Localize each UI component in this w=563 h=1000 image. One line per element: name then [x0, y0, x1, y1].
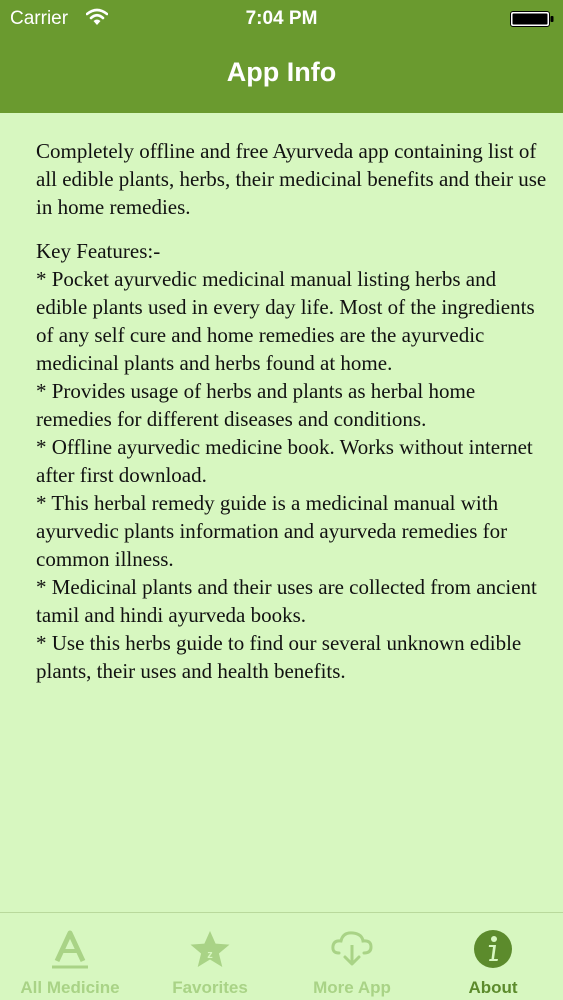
- status-bar: [0, 0, 563, 38]
- tab-bar: [0, 912, 563, 1000]
- features-heading: Key Features:-: [36, 239, 161, 263]
- app-info-content: [36, 137, 548, 685]
- star-icon: [140, 929, 280, 969]
- tab-label: More App: [313, 978, 391, 997]
- battery-icon: [510, 11, 554, 27]
- feature-item: * Offline ayurvedic medicine book. Works without internet after first download.: [36, 435, 533, 487]
- status-time: 7:04 PM: [245, 8, 318, 29]
- tab-all-medicine[interactable]: [0, 913, 140, 1000]
- cloud-download-icon: [282, 929, 422, 969]
- tab-favorites[interactable]: [140, 913, 280, 1000]
- feature-item: * This herbal remedy guide is a medicinal manual with ayurvedic plants information and ayurveda remedies for common illness.: [36, 491, 508, 571]
- feature-item: * Provides usage of herbs and plants as herbal home remedies for different diseases and conditions.: [36, 379, 476, 431]
- letter-a-icon: [0, 929, 140, 969]
- intro-paragraph: Completely offline and free Ayurveda app containing list of all edible plants, herbs, their medicinal benefits and their use in home remedies.: [36, 139, 547, 219]
- tab-more-app[interactable]: [282, 913, 422, 1000]
- feature-item: * Use this herbs guide to find our several unknown edible plants, their uses and health benefits.: [36, 631, 522, 683]
- tab-label: About: [468, 978, 518, 997]
- tab-label: All Medicine: [20, 978, 120, 997]
- feature-item: * Medicinal plants and their uses are collected from ancient tamil and hindi ayurveda books.: [36, 575, 537, 627]
- info-icon: [423, 929, 563, 969]
- tab-label: Favorites: [172, 978, 248, 997]
- carrier-label: Carrier: [10, 8, 69, 29]
- svg-text:z: z: [207, 949, 213, 961]
- navigation-header: [0, 0, 563, 113]
- page-title: App Info: [226, 57, 337, 87]
- tab-about[interactable]: [423, 913, 563, 1000]
- feature-item: * Pocket ayurvedic medicinal manual listing herbs and edible plants used in every day life. Most of the ingredients of any self cure and home remedies are the ayurvedic medicinal plants and herbs found at home.: [36, 267, 535, 375]
